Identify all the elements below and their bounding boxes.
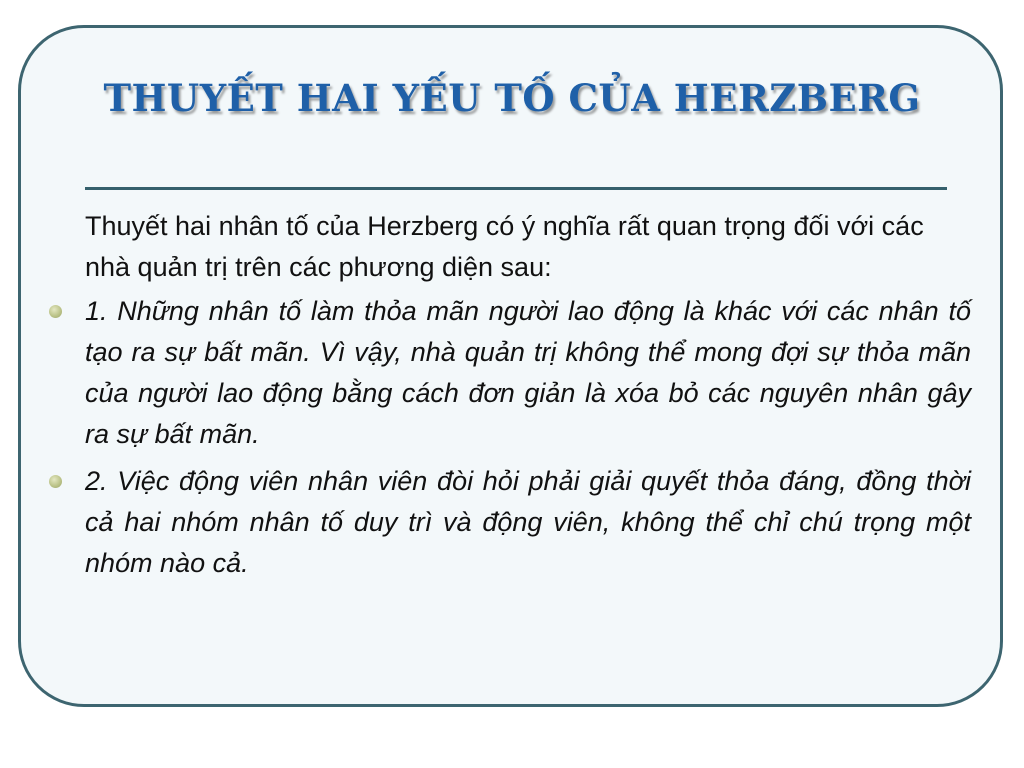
bullet-dot-icon <box>49 475 62 488</box>
slide-body <box>85 206 971 584</box>
title-divider <box>85 187 947 190</box>
intro-paragraph: Thuyết hai nhân tố của Herzberg có ý nghĩa rất quan trọng đối với các nhà quản trị trên các phương diện sau: <box>85 211 924 282</box>
bullet-dot-icon <box>49 305 62 318</box>
bullet-text: 2. Việc động viên nhân viên đòi hỏi phải giải quyết thỏa đáng, đồng thời cả hai nhóm nhân tố duy trì và động viên, không thể chỉ chú trọng một nhóm nào cả. <box>85 466 971 578</box>
bullet-item <box>85 291 971 455</box>
bullet-item <box>85 461 971 584</box>
bullet-text: 1. Những nhân tố làm thỏa mãn người lao động là khác với các nhân tố tạo ra sự bất mãn. Vì vậy, nhà quản trị không thể mong đợi sự thỏa mãn của người lao động bằng cách đơn giản là xóa bỏ các nguyên nhân gây ra sự bất mãn. <box>85 296 971 449</box>
slide-title: THUYẾT HAI YẾU TỐ CỦA HERZBERG <box>103 76 921 120</box>
